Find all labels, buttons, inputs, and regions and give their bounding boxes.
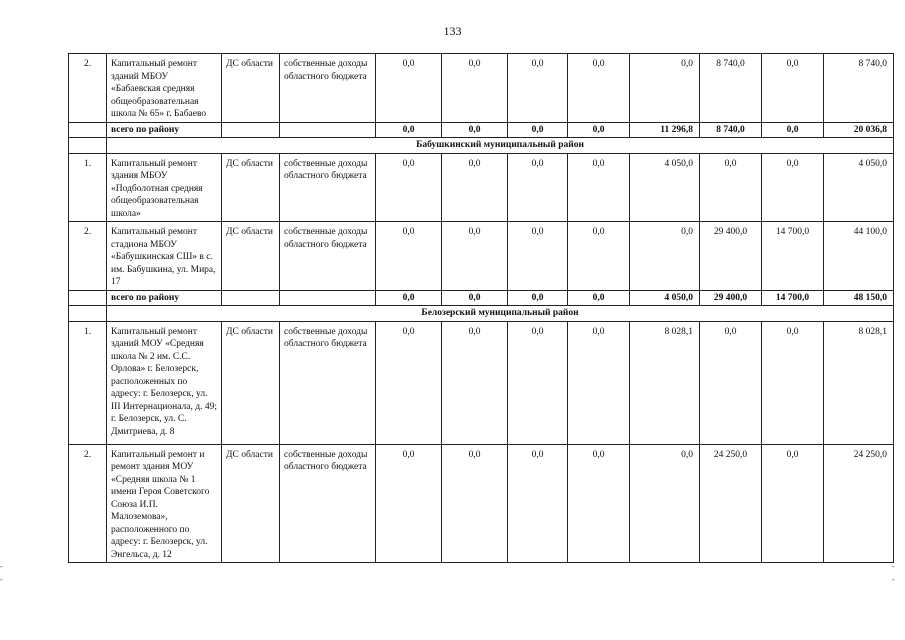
value-cell: 0,0 <box>508 122 568 138</box>
value-cell: 0,0 <box>630 222 700 291</box>
row-number-cell <box>69 290 107 306</box>
customer-name: ДС области <box>222 54 280 123</box>
value-cell: 0,0 <box>568 122 630 138</box>
value-cell: 0,0 <box>762 122 824 138</box>
object-name: Капитальный ремонт стадиона МБОУ «Бабушкинская СШ» в с. им. Бабушкина, ул. Мира, 17 <box>107 222 222 291</box>
funding-source: собственные доходы областного бюджета <box>280 153 376 222</box>
object-name: Капитальный ремонт зданий МОУ «Средняя школа № 2 им. С.С. Орлова» г. Белозерск, расположенных по адресу: г. Белозерск, ул. III Интернационала, д. 49; г. Белозерск, ул. С. Дмитриева, д. 8 <box>107 321 222 444</box>
value-cell: 0,0 <box>568 321 630 444</box>
object-name: Капитальный ремонт здания МБОУ «Подболотная средняя общеобразовательная школа» <box>107 153 222 222</box>
total-label: всего по району <box>107 122 222 138</box>
district-total-row <box>69 290 894 306</box>
value-cell: 0,0 <box>508 54 568 123</box>
value-cell: 0,0 <box>376 290 442 306</box>
value-cell: 0,0 <box>508 290 568 306</box>
value-cell: 0,0 <box>568 444 630 563</box>
value-cell: 0,0 <box>442 122 508 138</box>
value-cell: 44 100,0 <box>824 222 894 291</box>
value-cell: 29 400,0 <box>700 222 762 291</box>
value-cell: 4 050,0 <box>630 153 700 222</box>
margin-mark-left: - - <box>0 562 3 584</box>
value-cell: 4 050,0 <box>630 290 700 306</box>
district-total-row <box>69 122 894 138</box>
row-number-cell <box>69 122 107 138</box>
value-cell: 0,0 <box>762 444 824 563</box>
value-cell: 0,0 <box>568 54 630 123</box>
value-cell: 0,0 <box>508 321 568 444</box>
district-header-row <box>69 306 894 322</box>
customer-name: ДС области <box>222 222 280 291</box>
value-cell: 14 700,0 <box>762 290 824 306</box>
customer-cell <box>222 122 280 138</box>
table-row <box>69 444 894 563</box>
table-row <box>69 54 894 123</box>
source-cell <box>280 122 376 138</box>
value-cell: 0,0 <box>568 222 630 291</box>
value-cell: 0,0 <box>508 222 568 291</box>
object-name: Капитальный ремонт и ремонт здания МОУ «Средняя школа № 1 имени Героя Советского Союза И.П. Малоземова», расположенного по адресу: г. Белозерск, ул. Энгельса, д. 12 <box>107 444 222 563</box>
value-cell: 0,0 <box>442 321 508 444</box>
value-cell: 4 050,0 <box>824 153 894 222</box>
value-cell: 0,0 <box>442 54 508 123</box>
value-cell: 0,0 <box>700 153 762 222</box>
value-cell: 24 250,0 <box>700 444 762 563</box>
customer-name: ДС области <box>222 153 280 222</box>
row-number: 2. <box>69 54 107 123</box>
row-number: 1. <box>69 321 107 444</box>
table-row <box>69 153 894 222</box>
value-cell: 11 296,8 <box>630 122 700 138</box>
value-cell: 8 740,0 <box>700 122 762 138</box>
funding-source: собственные доходы областного бюджета <box>280 444 376 563</box>
value-cell: 0,0 <box>700 321 762 444</box>
row-number-cell <box>69 306 107 322</box>
row-number-cell <box>69 138 107 154</box>
value-cell: 0,0 <box>376 54 442 123</box>
source-cell <box>280 290 376 306</box>
row-number: 2. <box>69 444 107 563</box>
value-cell: 0,0 <box>762 153 824 222</box>
value-cell: 0,0 <box>508 444 568 563</box>
value-cell: 0,0 <box>568 290 630 306</box>
value-cell: 20 036,8 <box>824 122 894 138</box>
value-cell: 0,0 <box>508 153 568 222</box>
table-row <box>69 321 894 444</box>
value-cell: 8 740,0 <box>824 54 894 123</box>
value-cell: 0,0 <box>376 122 442 138</box>
value-cell: 0,0 <box>442 290 508 306</box>
value-cell: 0,0 <box>376 444 442 563</box>
total-label: всего по району <box>107 290 222 306</box>
district-name: Бабушкинский муниципальный район <box>107 138 894 154</box>
row-number: 1. <box>69 153 107 222</box>
value-cell: 24 250,0 <box>824 444 894 563</box>
value-cell: 29 400,0 <box>700 290 762 306</box>
value-cell: 14 700,0 <box>762 222 824 291</box>
table-row <box>69 222 894 291</box>
funding-source: собственные доходы областного бюджета <box>280 222 376 291</box>
customer-name: ДС области <box>222 321 280 444</box>
value-cell: 8 028,1 <box>630 321 700 444</box>
customer-cell <box>222 290 280 306</box>
row-number: 2. <box>69 222 107 291</box>
value-cell: 0,0 <box>442 222 508 291</box>
value-cell: 0,0 <box>376 222 442 291</box>
value-cell: 8 028,1 <box>824 321 894 444</box>
value-cell: 0,0 <box>762 321 824 444</box>
funding-source: собственные доходы областного бюджета <box>280 321 376 444</box>
value-cell: 0,0 <box>630 54 700 123</box>
budget-table <box>68 53 894 563</box>
value-cell: 48 150,0 <box>824 290 894 306</box>
value-cell: 0,0 <box>376 321 442 444</box>
value-cell: 0,0 <box>630 444 700 563</box>
value-cell: 0,0 <box>762 54 824 123</box>
page-number: 133 <box>443 24 462 38</box>
object-name: Капитальный ремонт зданий МБОУ «Бабаевская средняя общеобразовательная школа № 65» г. Бабаево <box>107 54 222 123</box>
margin-mark-right: - - <box>892 562 895 584</box>
value-cell: 0,0 <box>376 153 442 222</box>
customer-name: ДС области <box>222 444 280 563</box>
value-cell: 0,0 <box>568 153 630 222</box>
district-header-row <box>69 138 894 154</box>
funding-source: собственные доходы областного бюджета <box>280 54 376 123</box>
value-cell: 8 740,0 <box>700 54 762 123</box>
district-name: Белозерский муниципальный район <box>107 306 894 322</box>
value-cell: 0,0 <box>442 444 508 563</box>
value-cell: 0,0 <box>442 153 508 222</box>
